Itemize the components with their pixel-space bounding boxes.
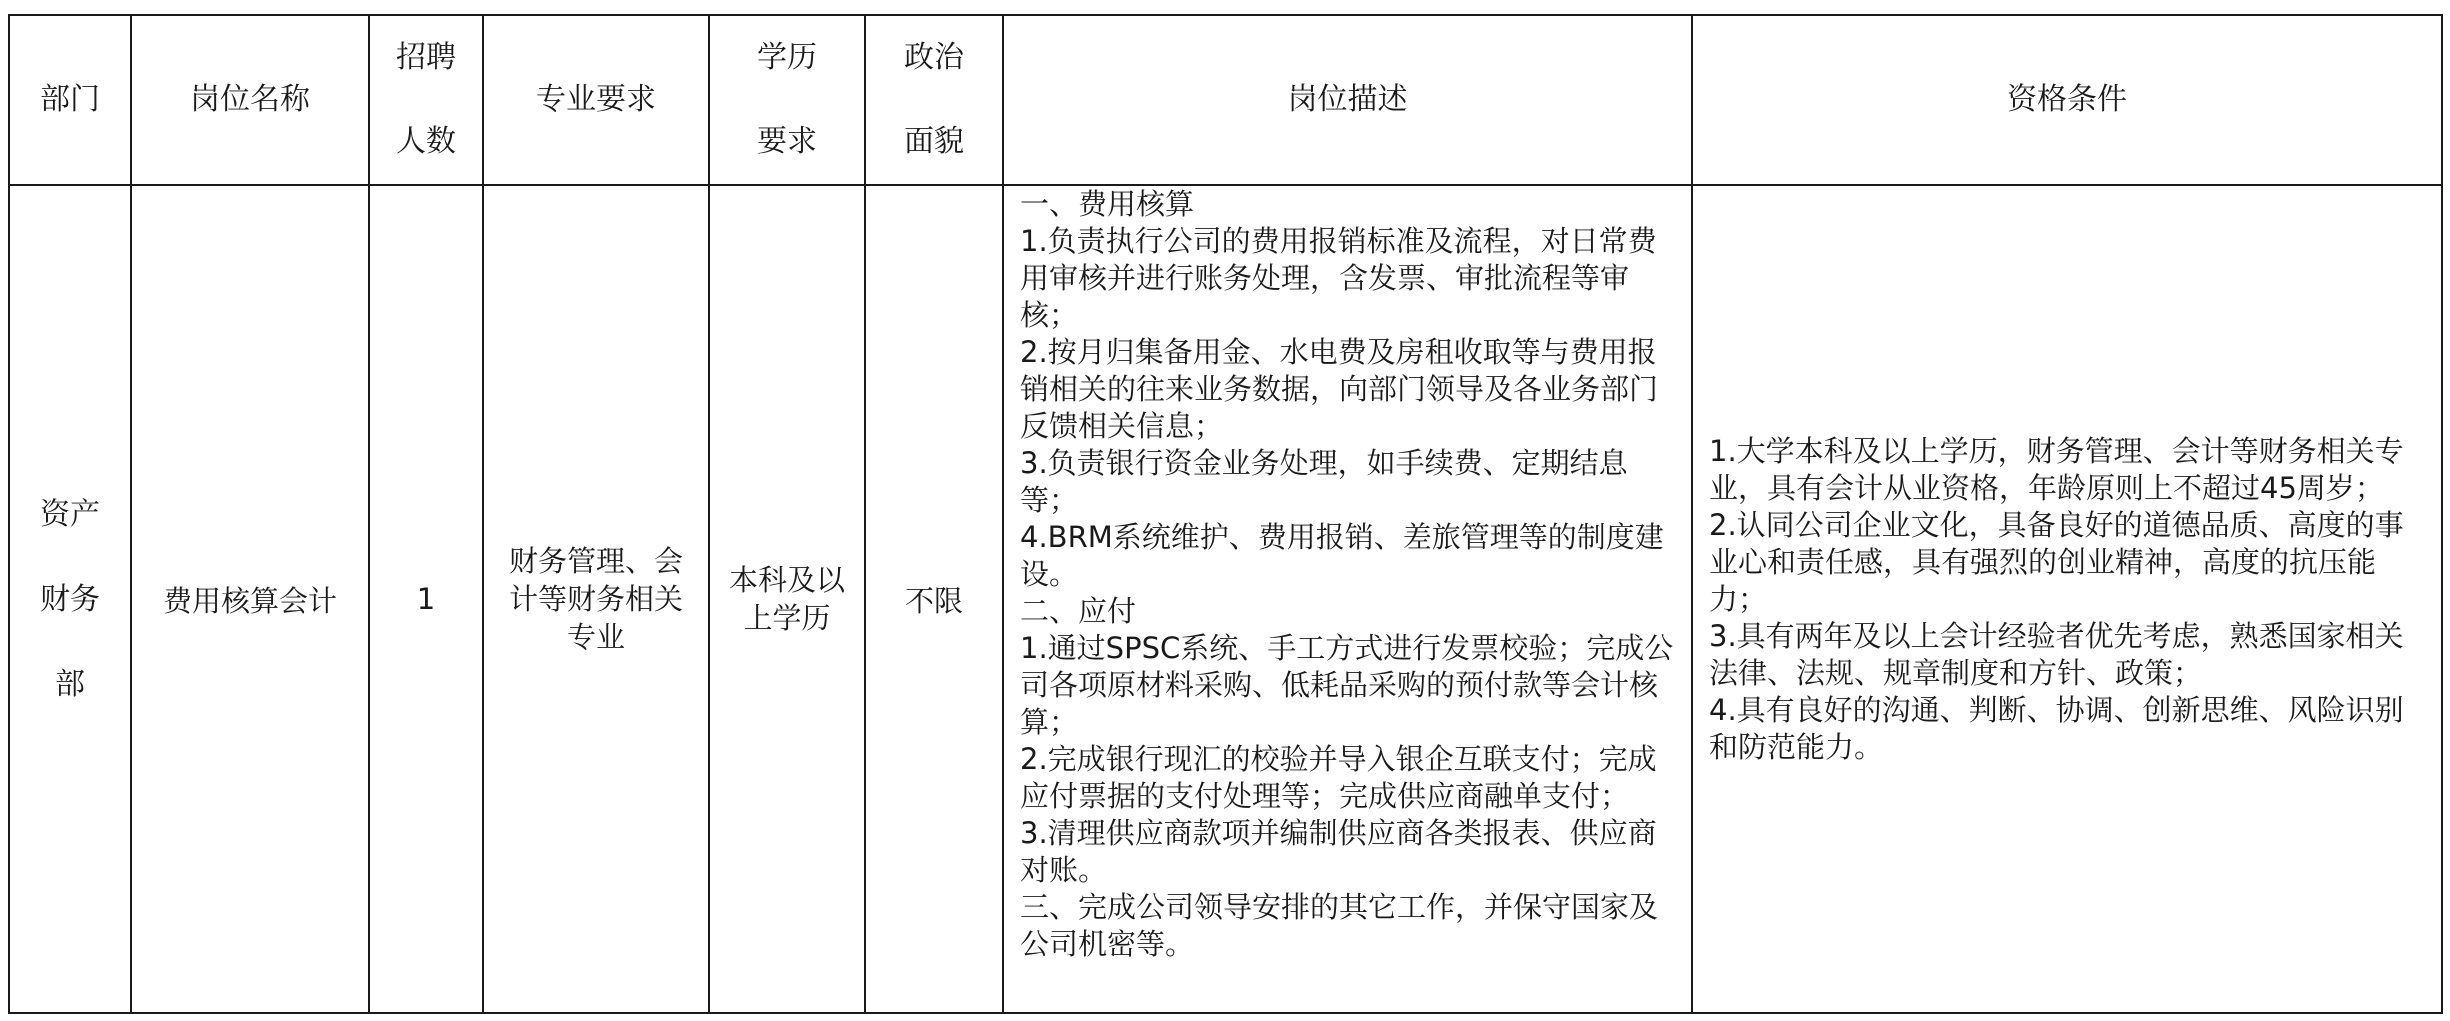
description-paragraph: 1.通过SPSC系统、手工方式进行发票校验；完成公司各项原材料采购、低耗品采购的预付款等会计核算；: [1020, 631, 1674, 739]
description-paragraph: 一、费用核算: [1020, 187, 1195, 221]
job-posting-table: [8, 14, 2443, 1014]
header-major: 专业要求: [483, 15, 709, 185]
description-paragraph: 三、完成公司领导安排的其它工作，并保守国家及公司机密等。: [1020, 890, 1659, 961]
header-political-line: 政治: [904, 40, 964, 75]
qualification-paragraph: 4.具有良好的沟通、判断、协调、创新思维、风险识别和防范能力。: [1709, 692, 2404, 764]
cell-description: [1003, 185, 1692, 1013]
major-text: 财务管理、会计等财务相关专业: [508, 544, 683, 654]
cell-position: 费用核算会计: [131, 185, 369, 1013]
cell-major: [483, 185, 709, 1013]
qualification-paragraph: 3.具有两年及以上会计经验者优先考虑，熟悉国家相关法律、法规、规章制度和方针、政策；: [1709, 618, 2404, 690]
header-political-line: 面貌: [904, 124, 964, 159]
dept-line: 财务: [40, 581, 100, 617]
cell-count: 1: [369, 185, 483, 1013]
header-political: [865, 15, 1003, 185]
cell-dept: [9, 185, 131, 1013]
header-count-line: 招聘: [396, 40, 456, 75]
description-paragraph: 2.完成银行现汇的校验并导入银企互联支付；完成应付票据的支付处理等；完成供应商融单支付；: [1020, 742, 1657, 813]
description-paragraph: 1.负责执行公司的费用报销标准及流程，对日常费用审核并进行账务处理，含发票、审批流程等审核；: [1020, 224, 1657, 332]
description-paragraph: 3.负责银行资金业务处理，如手续费、定期结息等；: [1020, 446, 1628, 517]
job-row: [9, 185, 2442, 1013]
description-paragraph: 二、应付: [1020, 594, 1137, 628]
header-count: [369, 15, 483, 185]
description-paragraph: 3.清理供应商款项并编制供应商各类报表、供应商对账。: [1020, 816, 1657, 887]
description-paragraph: 2.按月归集备用金、水电费及房租收取等与费用报销相关的往来业务数据，向部门领导及各业务部门反馈相关信息；: [1020, 335, 1659, 443]
dept-line: 部: [55, 666, 85, 702]
cell-qualification: [1692, 185, 2442, 1013]
cell-education: [709, 185, 865, 1013]
header-position: 岗位名称: [131, 15, 369, 185]
header-education-line: 学历: [757, 40, 817, 75]
header-description: 岗位描述: [1003, 15, 1692, 185]
header-dept: 部门: [9, 15, 131, 185]
qualification-paragraph: 2.认同公司企业文化，具备良好的道德品质、高度的事业心和责任感，具有强烈的创业精神，高度的抗压能力；: [1709, 507, 2404, 616]
header-qualification: 资格条件: [1692, 15, 2442, 185]
header-education-line: 要求: [757, 124, 817, 159]
header-count-line: 人数: [396, 124, 456, 159]
header-row: [9, 15, 2442, 185]
qualification-paragraph: 1.大学本科及以上学历，财务管理、会计等财务相关专业，具有会计从业资格，年龄原则上不超过45周岁；: [1709, 433, 2404, 505]
description-paragraph: 4.BRM系统维护、费用报销、差旅管理等的制度建设。: [1020, 520, 1664, 591]
education-text: 本科及以上学历: [728, 563, 845, 635]
cell-political: 不限: [865, 185, 1003, 1013]
dept-line: 资产: [40, 496, 100, 532]
header-education: [709, 15, 865, 185]
